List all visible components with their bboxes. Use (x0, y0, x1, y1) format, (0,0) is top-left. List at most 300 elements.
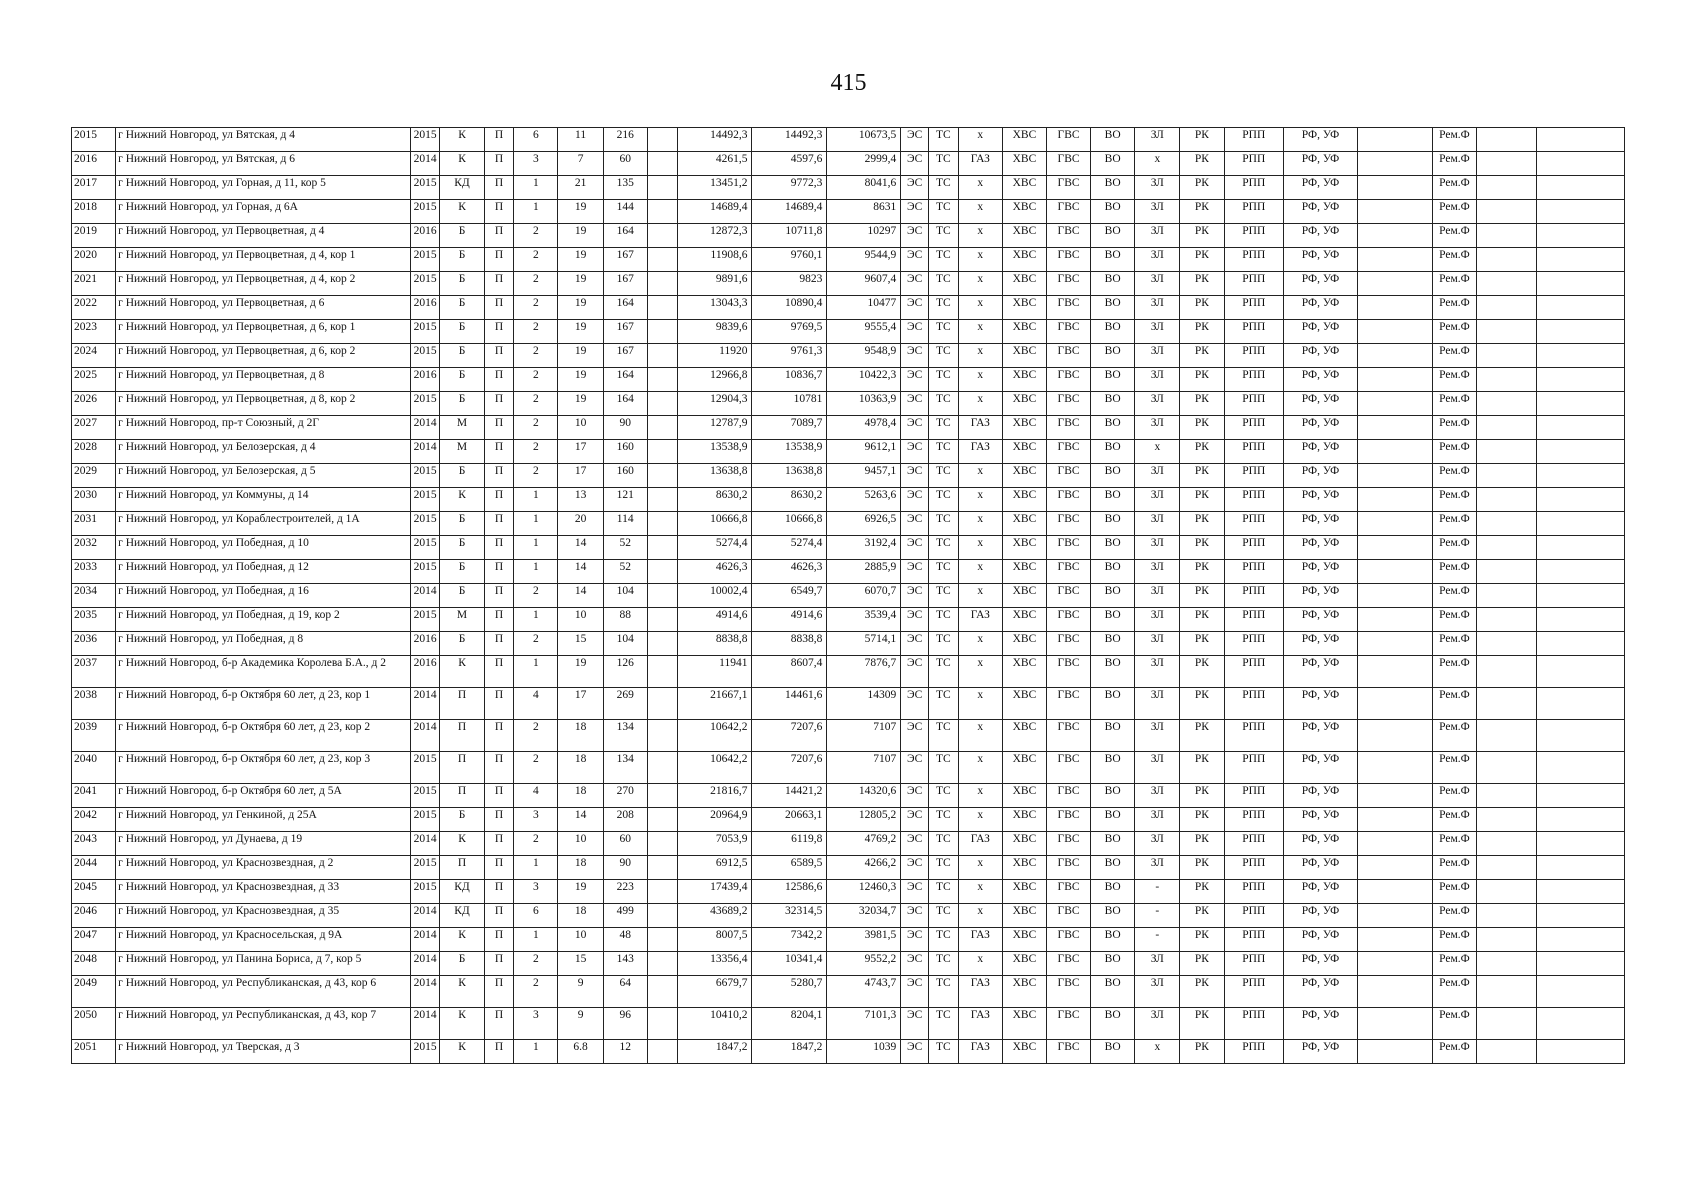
table-cell: ХВС (1002, 880, 1046, 904)
table-cell: г Нижний Новгород, ул Краснозвездная, д 2 (116, 856, 411, 880)
table-cell: 10890,4 (752, 296, 827, 320)
table-cell: ХВС (1002, 368, 1046, 392)
table-cell: 90 (603, 856, 647, 880)
table-row (72, 296, 1625, 320)
table-cell: 10 (558, 608, 603, 632)
table-cell: 14492,3 (752, 128, 827, 152)
table-cell (1357, 536, 1432, 560)
table-cell: Рем.Ф (1432, 1008, 1476, 1040)
table-cell: РПП (1224, 344, 1284, 368)
table-cell: г Нижний Новгород, б-р Октября 60 лет, д 23, кор 1 (116, 688, 411, 720)
table-cell: П (440, 720, 484, 752)
table-cell: 12 (603, 1040, 647, 1064)
table-cell: ВО (1091, 464, 1135, 488)
table-cell: ЭС (901, 976, 929, 1008)
table-cell: ГАЗ (958, 416, 1002, 440)
table-cell: ТС (928, 200, 958, 224)
table-cell: ВО (1091, 856, 1135, 880)
table-cell (1357, 368, 1432, 392)
table-cell: П (484, 272, 514, 296)
table-cell: Рем.Ф (1432, 904, 1476, 928)
table-cell: 7207,6 (752, 752, 827, 784)
table-cell: РПП (1224, 976, 1284, 1008)
table-cell: Рем.Ф (1432, 128, 1476, 152)
table-cell: ХВС (1002, 784, 1046, 808)
table-cell: РФ, УФ (1284, 272, 1358, 296)
table-cell: ЗЛ (1135, 656, 1180, 688)
table-row (72, 1040, 1625, 1064)
table-cell: 3 (514, 808, 558, 832)
table-cell: 12966,8 (677, 368, 752, 392)
table-cell: РФ, УФ (1284, 512, 1358, 536)
table-row (72, 368, 1625, 392)
table-cell: 9823 (752, 272, 827, 296)
table-cell: 3 (514, 1008, 558, 1040)
table-cell (1536, 416, 1624, 440)
table-cell: 6549,7 (752, 584, 827, 608)
table-cell: ЗЛ (1135, 512, 1180, 536)
table-cell (1536, 344, 1624, 368)
table-cell: ХВС (1002, 296, 1046, 320)
table-cell: ЗЛ (1135, 296, 1180, 320)
table-cell: 20 (558, 512, 603, 536)
table-cell: - (1135, 904, 1180, 928)
table-cell (1536, 656, 1624, 688)
table-cell: 2 (514, 392, 558, 416)
table-cell: Рем.Ф (1432, 560, 1476, 584)
table-cell: П (484, 512, 514, 536)
table-cell: 18 (558, 784, 603, 808)
table-cell: Рем.Ф (1432, 200, 1476, 224)
table-cell: 2051 (72, 1040, 116, 1064)
table-cell: 1 (514, 560, 558, 584)
table-cell: РК (1180, 632, 1224, 656)
table-cell (1476, 248, 1536, 272)
table-cell: 13451,2 (677, 176, 752, 200)
table-cell: 2014 (410, 416, 440, 440)
table-cell: ЭС (901, 808, 929, 832)
table-cell: ЗЛ (1135, 344, 1180, 368)
table-cell: 1 (514, 1040, 558, 1064)
table-cell: ТС (928, 656, 958, 688)
table-cell: РК (1180, 904, 1224, 928)
table-cell: ЭС (901, 344, 929, 368)
table-cell: г Нижний Новгород, ул Белозерская, д 4 (116, 440, 411, 464)
table-cell: ТС (928, 416, 958, 440)
table-cell: ГВС (1046, 248, 1090, 272)
table-cell: 8041,6 (827, 176, 901, 200)
table-cell: ЭС (901, 320, 929, 344)
table-cell: 2015 (410, 344, 440, 368)
table-cell: К (440, 128, 484, 152)
table-cell: РПП (1224, 488, 1284, 512)
table-cell: 144 (603, 200, 647, 224)
table-cell: ХВС (1002, 584, 1046, 608)
table-cell: ТС (928, 976, 958, 1008)
table-cell: 9761,3 (752, 344, 827, 368)
table-cell: 1 (514, 608, 558, 632)
table-cell: ЗЛ (1135, 536, 1180, 560)
table-cell: 2015 (410, 608, 440, 632)
table-cell (1357, 440, 1432, 464)
table-cell (1357, 128, 1432, 152)
table-cell (647, 272, 677, 296)
table-cell: ЭС (901, 200, 929, 224)
table-cell: г Нижний Новгород, ул Кораблестроителей, д 1А (116, 512, 411, 536)
table-cell: 10666,8 (752, 512, 827, 536)
table-cell: 17 (558, 464, 603, 488)
table-cell: 19 (558, 880, 603, 904)
table-cell: Б (440, 536, 484, 560)
table-cell: г Нижний Новгород, ул Первоцветная, д 4 (116, 224, 411, 248)
table-cell: П (484, 656, 514, 688)
table-cell (1357, 488, 1432, 512)
table-row (72, 416, 1625, 440)
table-cell: ГАЗ (958, 976, 1002, 1008)
table-cell: ХВС (1002, 952, 1046, 976)
table-cell: 5274,4 (752, 536, 827, 560)
table-cell: РК (1180, 320, 1224, 344)
table-cell: РК (1180, 808, 1224, 832)
table-cell: г Нижний Новгород, ул Белозерская, д 5 (116, 464, 411, 488)
table-cell: Рем.Ф (1432, 976, 1476, 1008)
table-cell: ТС (928, 832, 958, 856)
table-cell: х (958, 224, 1002, 248)
table-row (72, 808, 1625, 832)
table-cell: РФ, УФ (1284, 584, 1358, 608)
table-row (72, 720, 1625, 752)
table-cell (647, 440, 677, 464)
table-cell: ЗЛ (1135, 560, 1180, 584)
table-cell: ГАЗ (958, 832, 1002, 856)
table-cell: 52 (603, 560, 647, 584)
table-cell: ЭС (901, 536, 929, 560)
table-cell: ВО (1091, 488, 1135, 512)
table-cell: ГВС (1046, 688, 1090, 720)
table-cell: 19 (558, 200, 603, 224)
table-cell: Б (440, 368, 484, 392)
table-cell: 1 (514, 928, 558, 952)
table-cell: П (484, 784, 514, 808)
table-cell: П (484, 128, 514, 152)
table-cell: П (440, 856, 484, 880)
table-cell: К (440, 152, 484, 176)
table-cell: 19 (558, 656, 603, 688)
table-cell: 2037 (72, 656, 116, 688)
table-cell: ХВС (1002, 752, 1046, 784)
table-cell: 2021 (72, 272, 116, 296)
table-cell: РПП (1224, 560, 1284, 584)
table-cell: РК (1180, 416, 1224, 440)
table-cell (1357, 952, 1432, 976)
table-cell: ГВС (1046, 880, 1090, 904)
table-cell: Рем.Ф (1432, 656, 1476, 688)
table-cell: ВО (1091, 224, 1135, 248)
table-cell: 2 (514, 368, 558, 392)
table-cell: ЭС (901, 512, 929, 536)
table-cell (647, 224, 677, 248)
table-cell: 1 (514, 856, 558, 880)
table-cell: ЭС (901, 928, 929, 952)
table-cell: РПП (1224, 784, 1284, 808)
table-cell: 14421,2 (752, 784, 827, 808)
table-row (72, 488, 1625, 512)
table-cell: ЗЛ (1135, 832, 1180, 856)
table-cell: 143 (603, 952, 647, 976)
table-row (72, 832, 1625, 856)
table-cell: 2014 (410, 584, 440, 608)
table-cell: ВО (1091, 584, 1135, 608)
table-cell: 167 (603, 344, 647, 368)
table-cell: 10363,9 (827, 392, 901, 416)
table-cell (1476, 1008, 1536, 1040)
table-cell (1357, 248, 1432, 272)
table-cell: 6119,8 (752, 832, 827, 856)
table-cell (1536, 584, 1624, 608)
table-cell: К (440, 976, 484, 1008)
table-cell: 2024 (72, 344, 116, 368)
table-cell: ХВС (1002, 248, 1046, 272)
table-cell: г Нижний Новгород, ул Первоцветная, д 6, кор 1 (116, 320, 411, 344)
table-cell (647, 784, 677, 808)
table-cell: 164 (603, 224, 647, 248)
table-cell (1536, 952, 1624, 976)
table-cell: 12586,6 (752, 880, 827, 904)
table-cell: 10 (558, 416, 603, 440)
table-cell: 216 (603, 128, 647, 152)
table-cell: 2020 (72, 248, 116, 272)
table-cell: г Нижний Новгород, ул Первоцветная, д 4, кор 2 (116, 272, 411, 296)
table-cell: 164 (603, 296, 647, 320)
table-cell: 19 (558, 296, 603, 320)
table-cell: ХВС (1002, 272, 1046, 296)
table-cell (647, 344, 677, 368)
table-cell: ГВС (1046, 224, 1090, 248)
table-cell: 2015 (410, 176, 440, 200)
table-cell: х (958, 176, 1002, 200)
table-cell: ХВС (1002, 632, 1046, 656)
table-cell: ЗЛ (1135, 368, 1180, 392)
table-cell: х (958, 368, 1002, 392)
table-cell: ЭС (901, 784, 929, 808)
table-cell: ЗЛ (1135, 784, 1180, 808)
table-cell: 9760,1 (752, 248, 827, 272)
table-cell: - (1135, 880, 1180, 904)
table-cell: х (958, 272, 1002, 296)
table-cell (1536, 200, 1624, 224)
table-cell: 1 (514, 176, 558, 200)
table-cell (1536, 440, 1624, 464)
table-cell: 9839,6 (677, 320, 752, 344)
table-cell: РФ, УФ (1284, 952, 1358, 976)
table-cell: 10781 (752, 392, 827, 416)
table-cell: 2031 (72, 512, 116, 536)
table-cell: РПП (1224, 176, 1284, 200)
table-cell: РПП (1224, 584, 1284, 608)
table-cell: РПП (1224, 608, 1284, 632)
table-cell: РК (1180, 752, 1224, 784)
table-cell (1476, 880, 1536, 904)
table-cell: 5274,4 (677, 536, 752, 560)
table-cell: ГВС (1046, 1040, 1090, 1064)
table-cell: 2 (514, 952, 558, 976)
table-cell: Рем.Ф (1432, 440, 1476, 464)
table-cell: ВО (1091, 200, 1135, 224)
table-cell: 88 (603, 608, 647, 632)
table-cell: П (484, 296, 514, 320)
table-cell (647, 832, 677, 856)
table-cell (1476, 296, 1536, 320)
table-cell (647, 656, 677, 688)
table-cell: 1847,2 (752, 1040, 827, 1064)
table-cell (1476, 200, 1536, 224)
table-cell: ТС (928, 224, 958, 248)
table-cell: х (958, 320, 1002, 344)
table-cell (1536, 368, 1624, 392)
table-cell: 2014 (410, 952, 440, 976)
table-cell: г Нижний Новгород, ул Краснозвездная, д 33 (116, 880, 411, 904)
table-cell (647, 952, 677, 976)
table-cell: Б (440, 224, 484, 248)
table-cell: 10341,4 (752, 952, 827, 976)
table-cell: П (484, 632, 514, 656)
table-cell (1357, 976, 1432, 1008)
table-cell: РПП (1224, 808, 1284, 832)
table-cell: 2015 (410, 752, 440, 784)
table-cell: х (958, 808, 1002, 832)
table-cell: РК (1180, 536, 1224, 560)
table-cell: ЭС (901, 248, 929, 272)
table-cell: 14320,6 (827, 784, 901, 808)
table-row (72, 392, 1625, 416)
table-cell: 13638,8 (677, 464, 752, 488)
table-cell (647, 488, 677, 512)
table-cell: 1 (514, 488, 558, 512)
table-cell: П (484, 560, 514, 584)
table-cell: 8204,1 (752, 1008, 827, 1040)
table-cell: 64 (603, 976, 647, 1008)
table-cell: 9552,2 (827, 952, 901, 976)
table-cell: 2885,9 (827, 560, 901, 584)
table-cell: РПП (1224, 272, 1284, 296)
table-cell: РФ, УФ (1284, 488, 1358, 512)
table-cell: ХВС (1002, 904, 1046, 928)
table-cell: ГВС (1046, 856, 1090, 880)
table-cell: 15 (558, 632, 603, 656)
table-cell (1476, 656, 1536, 688)
table-cell: П (484, 904, 514, 928)
table-cell: ЗЛ (1135, 688, 1180, 720)
table-cell: ГВС (1046, 392, 1090, 416)
table-cell: ЭС (901, 272, 929, 296)
table-cell: 6 (514, 128, 558, 152)
table-cell: ВО (1091, 952, 1135, 976)
table-cell: 2014 (410, 928, 440, 952)
table-cell: РПП (1224, 440, 1284, 464)
table-cell: 2028 (72, 440, 116, 464)
table-cell: П (484, 1040, 514, 1064)
table-cell: П (484, 368, 514, 392)
table-cell: ЭС (901, 688, 929, 720)
table-cell (1536, 808, 1624, 832)
table-cell: РФ, УФ (1284, 464, 1358, 488)
table-cell: ГВС (1046, 152, 1090, 176)
table-cell: 90 (603, 416, 647, 440)
table-cell: 13538,9 (677, 440, 752, 464)
table-cell: ХВС (1002, 392, 1046, 416)
table-row (72, 784, 1625, 808)
table-cell (647, 200, 677, 224)
table-cell: 2014 (410, 1008, 440, 1040)
table-cell: Б (440, 632, 484, 656)
table-cell (1476, 928, 1536, 952)
table-cell: 6912,5 (677, 856, 752, 880)
table-cell: П (484, 1008, 514, 1040)
table-cell: 4626,3 (677, 560, 752, 584)
table-cell: 2016 (410, 296, 440, 320)
table-cell: ВО (1091, 272, 1135, 296)
table-cell: 2 (514, 632, 558, 656)
table-cell: ЗЛ (1135, 392, 1180, 416)
table-cell (1476, 488, 1536, 512)
table-cell: х (958, 560, 1002, 584)
table-cell: ТС (928, 560, 958, 584)
table-cell: Рем.Ф (1432, 784, 1476, 808)
table-cell: 6070,7 (827, 584, 901, 608)
table-cell: 60 (603, 832, 647, 856)
table-cell (1357, 856, 1432, 880)
table-cell: П (484, 152, 514, 176)
table-cell: ВО (1091, 1040, 1135, 1064)
table-cell: г Нижний Новгород, ул Победная, д 19, кор 2 (116, 608, 411, 632)
table-cell: РПП (1224, 224, 1284, 248)
table-cell (1357, 464, 1432, 488)
table-cell: ГВС (1046, 784, 1090, 808)
table-cell: х (958, 880, 1002, 904)
table-cell: 9457,1 (827, 464, 901, 488)
table-cell: П (484, 536, 514, 560)
table-cell: РК (1180, 720, 1224, 752)
table-cell: 4769,2 (827, 832, 901, 856)
table-cell: П (440, 752, 484, 784)
table-cell: 2044 (72, 856, 116, 880)
table-cell (1357, 560, 1432, 584)
table-cell: 10666,8 (677, 512, 752, 536)
table-cell: 9 (558, 976, 603, 1008)
table-cell: П (440, 784, 484, 808)
table-cell (1476, 808, 1536, 832)
table-cell: 10711,8 (752, 224, 827, 248)
table-cell: 167 (603, 248, 647, 272)
table-cell: х (958, 392, 1002, 416)
table-cell: 126 (603, 656, 647, 688)
table-cell: ГАЗ (958, 152, 1002, 176)
table-row (72, 608, 1625, 632)
table-cell: 2022 (72, 296, 116, 320)
table-cell: 5714,1 (827, 632, 901, 656)
table-cell: 2017 (72, 176, 116, 200)
table-cell: РК (1180, 976, 1224, 1008)
table-cell: РПП (1224, 152, 1284, 176)
table-cell: Б (440, 512, 484, 536)
table-cell: 2 (514, 464, 558, 488)
table-cell: ХВС (1002, 928, 1046, 952)
table-cell: 8630,2 (677, 488, 752, 512)
table-cell: ЭС (901, 176, 929, 200)
table-cell (1536, 856, 1624, 880)
table-cell: 2036 (72, 632, 116, 656)
table-cell: г Нижний Новгород, б-р Октября 60 лет, д 23, кор 3 (116, 752, 411, 784)
